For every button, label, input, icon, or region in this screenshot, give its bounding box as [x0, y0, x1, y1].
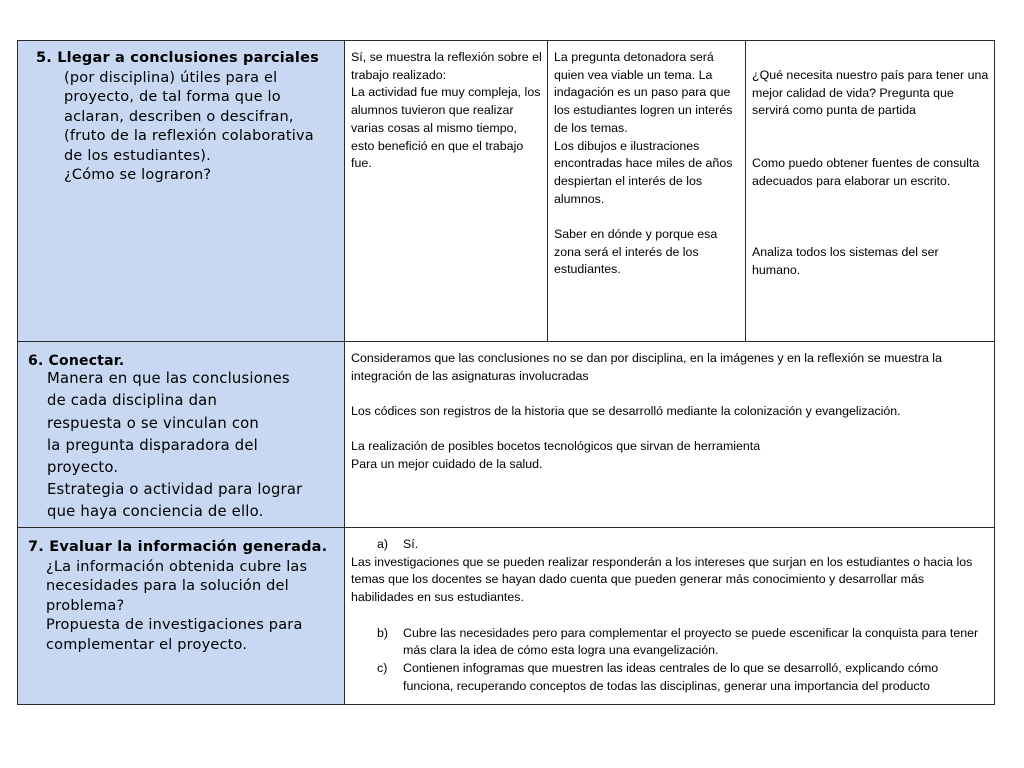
row6-line: proyecto. — [47, 459, 119, 477]
row5-col2-cell — [345, 41, 548, 342]
row7-title: 7. Evaluar la información generada. — [28, 539, 328, 555]
table-row — [18, 342, 995, 528]
list-marker: a) — [377, 537, 389, 551]
row5-col3-cell — [548, 41, 746, 342]
row6-line: de cada disciplina dan — [47, 392, 218, 410]
list-item-b — [351, 625, 989, 660]
row6-text: Para un mejor cuidado de la salud. — [351, 457, 543, 472]
row5-col4-text: Analiza todos los sistemas del ser humano. — [752, 244, 939, 277]
row5-col3-text: La pregunta detonadora será quien vea viable un tema. La indagación es un paso para que los estudiantes logren un interés de los temas. — [554, 50, 733, 135]
row5-col4-text: ¿Qué necesita nuestro país para tener una mejor calidad de vida? Pregunta que servirá como punta de partida — [752, 68, 989, 118]
row6-description — [28, 368, 336, 523]
row7-line: complementar el proyecto. — [46, 636, 248, 653]
row7-criterion-cell — [18, 528, 345, 705]
row6-text: Consideramos que las conclusiones no se dan por disciplina, en la imágenes y en la reflexión se muestra la integración de las asignaturas involucradas — [351, 351, 942, 383]
row5-col2-text: Sí, se muestra la reflexión sobre el trabajo realizado: — [351, 50, 542, 82]
row5-line: ¿Cómo se lograron? — [64, 167, 212, 183]
row7-line: ¿La información obtenida cubre las — [46, 558, 308, 575]
row5-line: (por disciplina) útiles para el — [64, 69, 278, 86]
row6-criterion-cell — [18, 342, 345, 528]
row6-text: Los códices son registros de la historia que se desarrolló mediante la colonización y evangelización. — [351, 404, 901, 419]
row5-col4-cell — [746, 41, 995, 342]
row7-response-cell — [345, 528, 995, 705]
row7-line: Propuesta de investigaciones para — [46, 617, 303, 633]
row7-line: problema? — [46, 597, 125, 614]
row7-text: Las investigaciones que se pueden realizar responderán a los intereses que surjan en los estudiantes o hacia los temas que los docentes se hayan dado cuenta que pueden generar más conocimiento y desarrollar más habilidades en sus estudiantes. — [351, 554, 973, 605]
list-marker: c) — [377, 660, 388, 675]
project-table — [17, 40, 995, 705]
row5-col4-text: Como puedo obtener fuentes de consulta adecuados para elaborar un escrito. — [752, 156, 980, 189]
row5-line: aclaran, describen o descifran, — [64, 108, 294, 125]
list-text: Cubre las necesidades pero para complementar el proyecto se puede escenificar la conquista para tener más clara la idea de cómo esta logra una evangelización. — [403, 625, 979, 658]
table-row — [18, 41, 995, 342]
row5-title: 5. Llegar a conclusiones parciales — [36, 50, 319, 66]
row6-line: Manera en que las conclusiones — [47, 370, 290, 388]
row5-col2-text: La actividad fue muy compleja, los alumnos tuvieron que realizar varias cosas al mismo tiempo, esto benefició en que el trabajo fue. — [351, 85, 541, 171]
row6-line: respuesta o se vinculan con — [47, 414, 259, 432]
row6-line: la pregunta disparadora del — [47, 436, 258, 454]
row6-line: Estrategia o actividad para lograr — [47, 481, 303, 499]
list-marker: b) — [377, 625, 389, 640]
row6-title: 6. Conectar. — [28, 353, 125, 369]
row6-line: que haya conciencia de ello. — [47, 503, 264, 521]
row5-col3-text: Saber en dónde y porque esa zona será el interés de los estudiantes. — [554, 227, 718, 277]
row5-line: de los estudiantes). — [64, 147, 211, 164]
row5-criterion-cell — [18, 41, 345, 342]
table-row — [18, 528, 995, 705]
row7-description — [28, 558, 336, 656]
row5-line: proyecto, de tal forma que lo — [64, 89, 281, 105]
row5-col3-text: Los dibujos e ilustraciones encontradas hace miles de años despiertan el interés de los alumnos. — [554, 138, 733, 206]
list-text: Sí. — [403, 537, 419, 551]
list-item-c — [351, 660, 989, 695]
row5-line: (fruto de la reflexión colaborativa — [64, 128, 314, 144]
row6-response-cell — [345, 342, 995, 528]
list-item-a — [351, 536, 989, 554]
row6-text: La realización de posibles bocetos tecnológicos que sirvan de herramienta — [351, 439, 761, 454]
row5-description — [36, 69, 336, 186]
row7-line: necesidades para la solución del — [46, 578, 289, 594]
list-text: Contienen infogramas que muestren las ideas centrales de lo que se desarrolló, explicando cómo funciona, recuperando conceptos de todas las disciplinas, generar una importancia del producto — [403, 660, 939, 693]
